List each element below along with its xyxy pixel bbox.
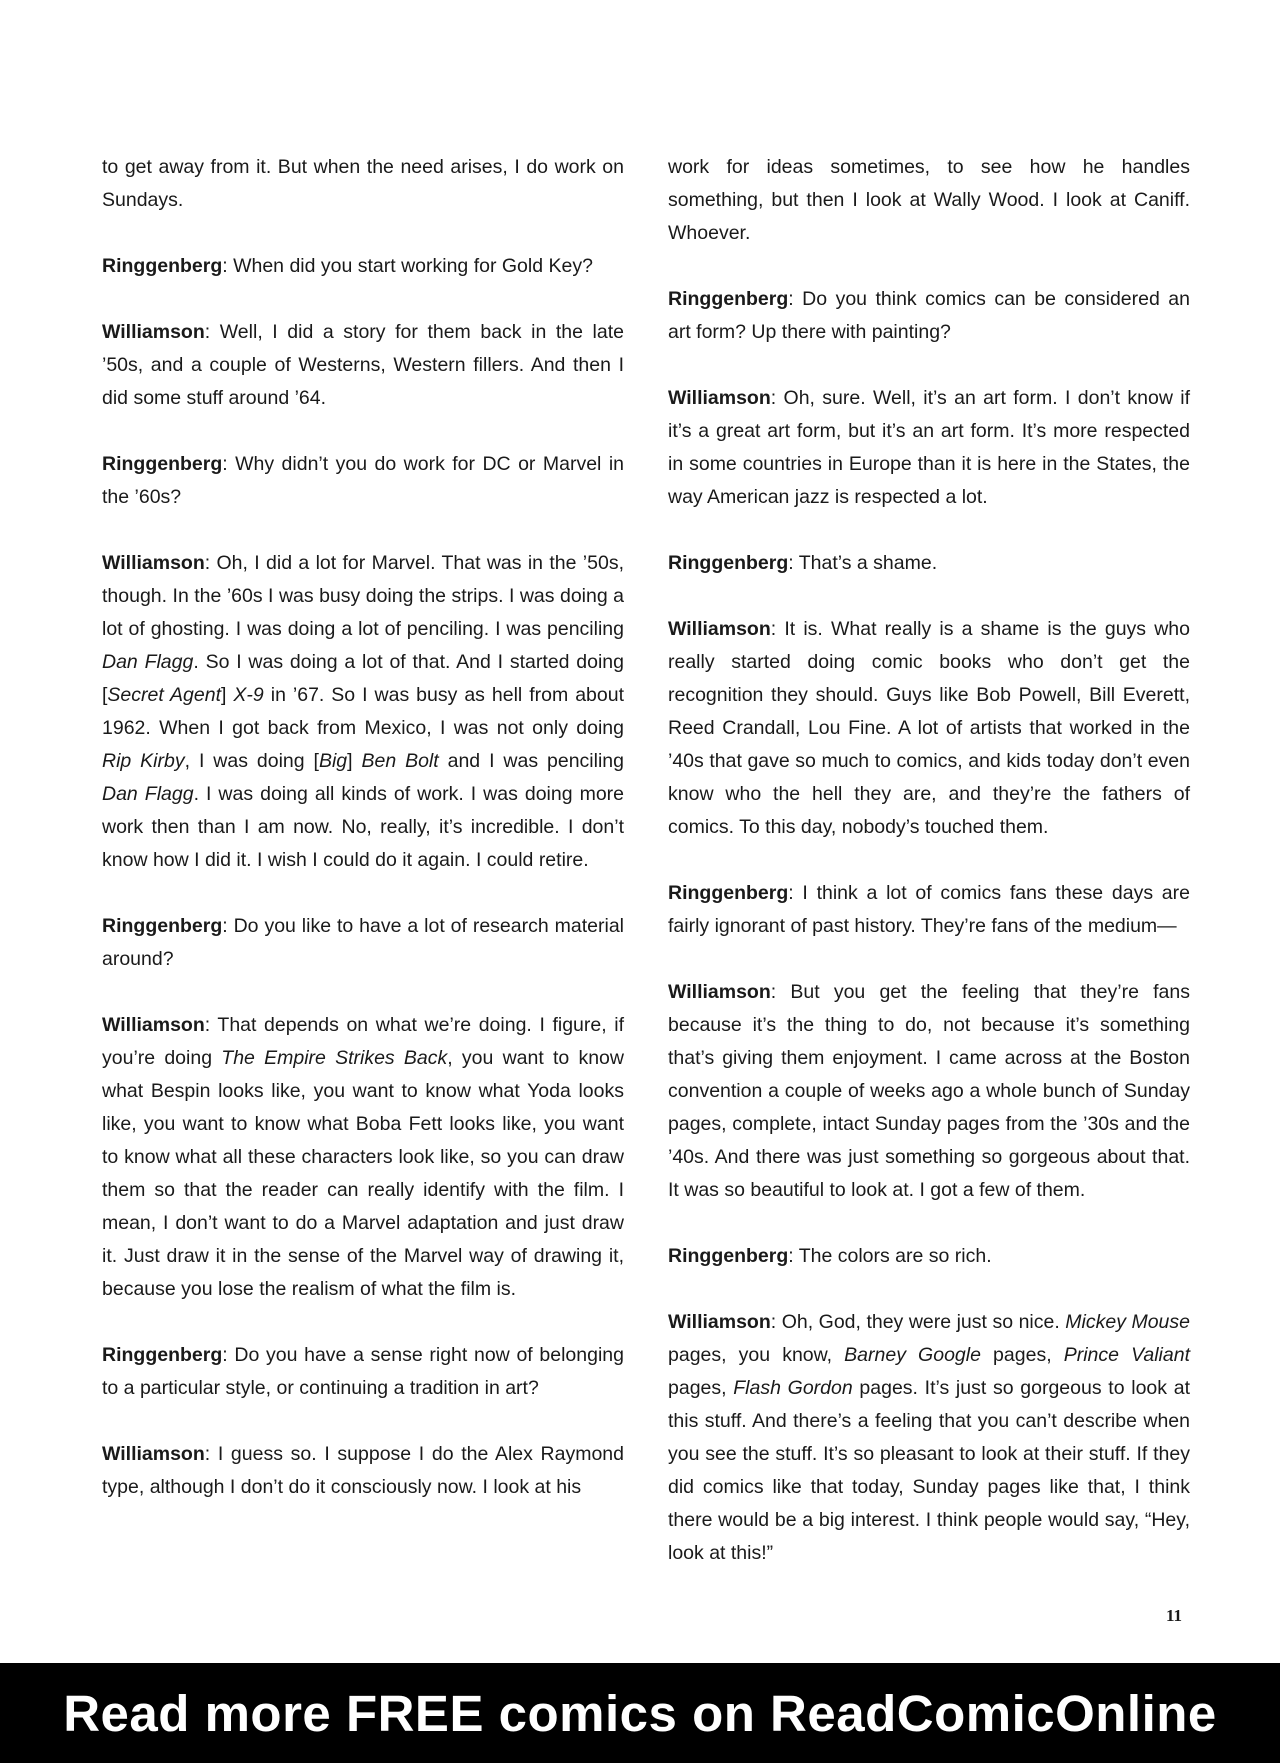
speaker-name: Ringgenberg <box>668 882 789 904</box>
title-text: Prince Valiant <box>1063 1344 1190 1366</box>
speaker-name: Williamson <box>668 618 771 640</box>
title-text: Big <box>318 750 348 772</box>
speaker-name: Williamson <box>102 1014 205 1036</box>
paragraph <box>668 613 1190 844</box>
body-text: : Oh, I did a lot for Marvel. That was in the ’50s, though. In the ’60s I was busy doing the strips. I was doing a lot of ghosting. I was doing a lot of penciling. I was penciling <box>102 552 624 640</box>
body-text: work for ideas sometimes, to see how he handles something, but then I look at Wally Wood. I look at Caniff. Whoever. <box>668 156 1190 244</box>
body-text: ] <box>221 684 234 706</box>
paragraph <box>668 877 1190 943</box>
banner-text[interactable]: Read more FREE comics on ReadComicOnline <box>63 1684 1217 1742</box>
speaker-name: Ringgenberg <box>668 1245 789 1267</box>
promo-banner[interactable] <box>0 1663 1280 1763</box>
paragraph <box>668 1306 1190 1570</box>
speaker-name: Ringgenberg <box>102 255 223 277</box>
title-text: Ben Bolt <box>361 750 439 772</box>
speaker-name: Williamson <box>668 1311 771 1333</box>
title-text: X-9 <box>233 684 264 706</box>
body-text: pages, <box>980 1344 1064 1366</box>
body-text: : Why didn’t you do work for DC or Marvel in the ’60s? <box>102 453 624 508</box>
body-text: : But you get the feeling that they’re fans because it’s the thing to do, not because it’s something that’s giving them enjoyment. I came across at the Boston convention a couple of weeks ago a whole bunch of Sunday pages, complete, intact Sunday pages from the ’30s and the ’40s. And there was just something so gorgeous about that. It was so beautiful to look at. I got a few of them. <box>668 981 1190 1201</box>
body-text: to get away from it. But when the need arises, I do work on Sundays. <box>102 156 624 211</box>
paragraph <box>668 382 1190 514</box>
paragraph <box>102 151 624 217</box>
title-text: Barney Google <box>844 1344 981 1366</box>
title-text: Rip Kirby <box>102 750 185 772</box>
body-text: : Oh, God, they were just so nice. <box>770 1311 1066 1333</box>
body-text: , you want to know what Bespin looks like, you want to know what Yoda looks like, you want to know what Boba Fett looks like, you want to know what all these characters look like, so you can draw them so that the reader can really identify with the film. I mean, I don’t want to do a Marvel adaptation and just draw it. Just draw it in the sense of the Marvel way of drawing it, because you lose the realism of what the film is. <box>102 1047 624 1300</box>
left-column <box>102 151 624 1537</box>
paragraph <box>102 910 624 976</box>
body-text: : Oh, sure. Well, it’s an art form. I don’t know if it’s a great art form, but it’s an art form. It’s more respected in some countries in Europe than it is here in the States, the way American jazz is respected a lot. <box>668 387 1190 508</box>
paragraph <box>102 448 624 514</box>
speaker-name: Williamson <box>102 1443 205 1465</box>
paragraph <box>668 547 1190 580</box>
speaker-name: Ringgenberg <box>668 288 789 310</box>
speaker-name: Ringgenberg <box>102 915 223 937</box>
body-text: : I guess so. I suppose I do the Alex Raymond type, although I don’t do it consciously now. I look at his <box>102 1443 624 1498</box>
speaker-name: Williamson <box>668 387 771 409</box>
body-text: : The colors are so rich. <box>788 1245 992 1267</box>
right-column <box>668 151 1190 1603</box>
body-text: . So I was doing a lot of that. And I started doing [ <box>102 651 625 706</box>
title-text: Flash Gordon <box>733 1377 853 1399</box>
paragraph <box>102 250 624 283</box>
title-text: Dan Flagg <box>102 651 194 673</box>
body-text: : That’s a shame. <box>788 552 938 574</box>
paragraph <box>668 1240 1190 1273</box>
title-text: Secret Agent <box>107 684 221 706</box>
body-text: : Well, I did a story for them back in the late ’50s, and a couple of Westerns, Western fillers. And then I did some stuff around ’64. <box>102 321 624 409</box>
paragraph <box>102 1438 624 1504</box>
paragraph <box>668 151 1190 250</box>
body-text: : Do you have a sense right now of belonging to a particular style, or continuing a tradition in art? <box>102 1344 624 1399</box>
paragraph <box>668 976 1190 1207</box>
body-text: pages, you know, <box>668 1344 845 1366</box>
paragraph <box>102 1009 624 1306</box>
speaker-name: Williamson <box>102 321 205 343</box>
body-text: in ’67. So I was busy as hell from about 1962. When I got back from Mexico, I was not only doing <box>102 684 625 739</box>
speaker-name: Williamson <box>668 981 771 1003</box>
paragraph <box>102 316 624 415</box>
body-text: : Do you like to have a lot of research material around? <box>102 915 624 970</box>
body-text: ] <box>347 750 362 772</box>
body-text: pages. It’s just so gorgeous to look at this stuff. And there’s a feeling that you can’t describe when you see the stuff. It’s so pleasant to look at their stuff. If they did comics like that today, Sunday pages like that, I think there would be a big interest. I think people would say, “Hey, look at this!” <box>668 1377 1190 1564</box>
paragraph <box>102 547 624 877</box>
body-text: . I was doing all kinds of work. I was doing more work then than I am now. No, really, it’s incredible. I don’t know how I did it. I wish I could do it again. I could retire. <box>102 783 625 871</box>
title-text: Mickey Mouse <box>1065 1311 1190 1333</box>
page-number: 11 <box>1165 1606 1182 1625</box>
body-text: : That depends on what we’re doing. I figure, if you’re doing <box>102 1014 624 1069</box>
speaker-name: Ringgenberg <box>102 453 223 475</box>
body-text: pages, <box>668 1377 734 1399</box>
body-text: : I think a lot of comics fans these days are fairly ignorant of past history. They’re fans of the medium— <box>668 882 1190 937</box>
paragraph <box>102 1339 624 1405</box>
paragraph <box>668 283 1190 349</box>
body-text: : Do you think comics can be considered an art form? Up there with painting? <box>668 288 1190 343</box>
title-text: Dan Flagg <box>102 783 194 805</box>
speaker-name: Ringgenberg <box>668 552 789 574</box>
title-text: The Empire Strikes Back <box>221 1047 448 1069</box>
body-text: and I was penciling <box>438 750 624 772</box>
speaker-name: Ringgenberg <box>102 1344 223 1366</box>
body-text: , I was doing [ <box>184 750 319 772</box>
body-text: : It is. What really is a shame is the guys who really started doing comic books who don’t get the recognition they should. Guys like Bob Powell, Bill Everett, Reed Crandall, Lou Fine. A lot of artists that worked in the ’40s that gave so much to comics, and kids today don’t even know who the hell they are, and they’re the fathers of comics. To this day, nobody’s touched them. <box>668 618 1190 838</box>
speaker-name: Williamson <box>102 552 205 574</box>
body-text: : When did you start working for Gold Key? <box>222 255 593 277</box>
